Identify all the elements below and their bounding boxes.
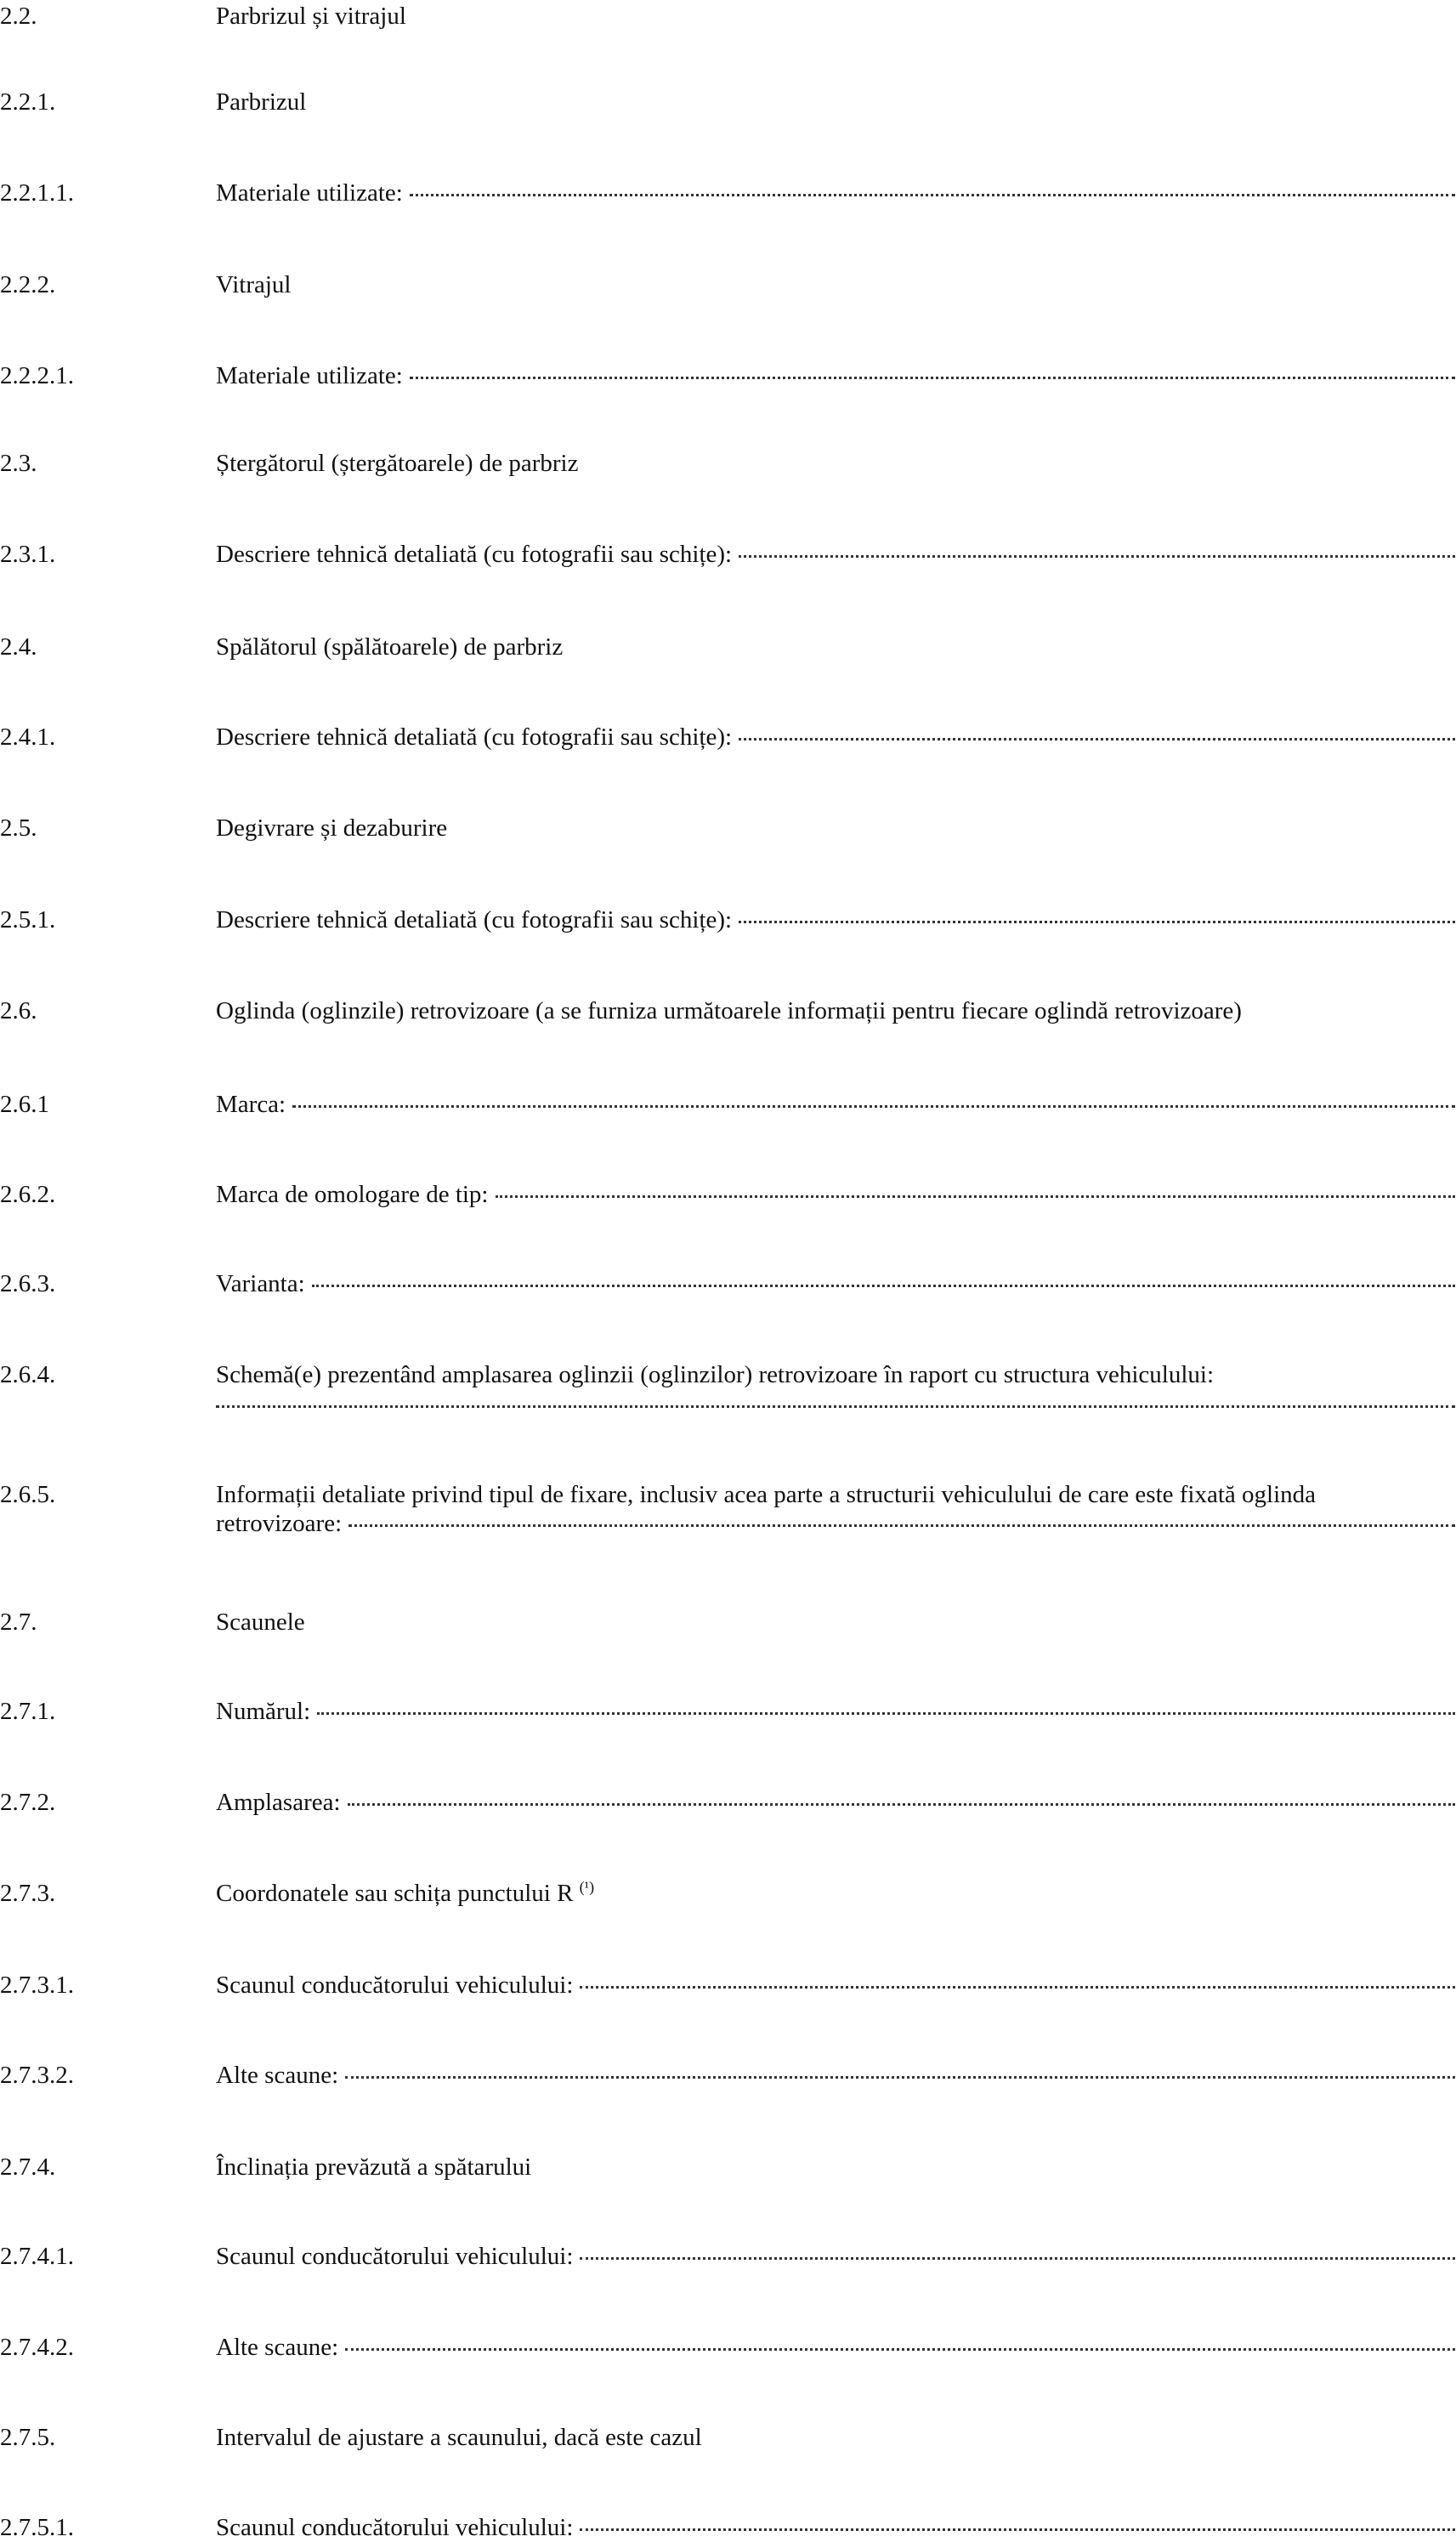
field-label: Amplasarea: xyxy=(216,1789,341,1816)
field-label: Descriere tehnică detaliată (cu fotografii sau schițe): xyxy=(216,723,733,751)
fill-in-dotted-line[interactable] xyxy=(580,1986,1455,1989)
fill-in-dotted-line[interactable] xyxy=(410,377,1455,379)
field-number: 2.7.3.2. xyxy=(0,2062,74,2089)
section-number: 2.7. xyxy=(0,1609,37,1636)
field-number: 2.5.1. xyxy=(0,906,56,933)
field-label: Materiale utilizate: xyxy=(216,362,403,389)
field-number: 2.6.4. xyxy=(0,1361,56,1388)
field-number: 2.7.5.1. xyxy=(0,2514,74,2541)
field-number: 2.7.4.1. xyxy=(0,2243,74,2270)
section-number: 2.2.2. xyxy=(0,271,56,298)
section-number: 2.7.4. xyxy=(0,2153,56,2181)
section-number: 2.2. xyxy=(0,3,37,30)
section-number: 2.3. xyxy=(0,450,37,477)
section-number: 2.5. xyxy=(0,814,37,842)
field-label: Informații detaliate privind tipul de fixare, inclusiv acea parte a structurii vehiculului de care este fixată oglinda xyxy=(216,1481,1317,1508)
section-number: 2.7.3. xyxy=(0,1880,56,1907)
fill-in-dotted-line[interactable] xyxy=(292,1105,1455,1108)
field-label: Varianta: xyxy=(216,1270,305,1297)
fill-in-dotted-line[interactable] xyxy=(580,2257,1455,2260)
section-number: 2.7.5. xyxy=(0,2424,56,2451)
field-label: Descriere tehnică detaliată (cu fotografii sau schițe): xyxy=(216,906,733,933)
field-label: Materiale utilizate: xyxy=(216,179,403,207)
field-number: 2.7.1. xyxy=(0,1698,56,1725)
fill-in-dotted-line[interactable] xyxy=(345,2348,1455,2351)
field-number: 2.6.2. xyxy=(0,1181,56,1208)
section-number: 2.2.1. xyxy=(0,88,56,116)
section-heading: Înclinația prevăzută a spătarului xyxy=(216,2153,532,2181)
fill-in-dotted-line[interactable] xyxy=(739,738,1455,740)
field-number: 2.7.3.1. xyxy=(0,1972,74,1999)
section-heading: Intervalul de ajustare a scaunului, dacă este cazul xyxy=(216,2424,702,2451)
fill-in-dotted-line[interactable] xyxy=(312,1285,1455,1287)
section-heading: Scaunele xyxy=(216,1609,305,1636)
field-label: Alte scaune: xyxy=(216,2334,339,2361)
field-label-continued: retrovizoare: xyxy=(216,1510,343,1537)
fill-in-dotted-line[interactable] xyxy=(496,1195,1456,1198)
section-heading: Ștergătorul (ștergătoarele) de parbriz xyxy=(216,450,579,477)
section-heading: Coordonatele sau schița punctului R xyxy=(216,1880,574,1907)
field-number: 2.7.4.2. xyxy=(0,2334,74,2361)
section-number: 2.6. xyxy=(0,997,37,1024)
field-number: 2.3.1. xyxy=(0,541,56,568)
field-label: Numărul: xyxy=(216,1698,311,1725)
field-number: 2.2.1.1. xyxy=(0,179,74,207)
fill-in-dotted-line[interactable] xyxy=(348,1524,1455,1527)
field-number: 2.4.1. xyxy=(0,723,56,751)
fill-in-dotted-line[interactable] xyxy=(739,555,1455,558)
field-label: Descriere tehnică detaliată (cu fotografii sau schițe): xyxy=(216,541,733,568)
fill-in-dotted-line[interactable] xyxy=(410,194,1455,196)
field-label: Marca: xyxy=(216,1091,286,1118)
field-label: Scaunul conducătorului vehiculului: xyxy=(216,2514,574,2541)
field-number: 2.2.2.1. xyxy=(0,362,74,389)
section-number: 2.4. xyxy=(0,633,37,661)
field-number: 2.6.5. xyxy=(0,1481,56,1508)
field-label: Alte scaune: xyxy=(216,2062,339,2089)
section-heading: Parbrizul xyxy=(216,88,307,116)
fill-in-dotted-line[interactable] xyxy=(317,1712,1455,1715)
field-label: Schemă(e) prezentând amplasarea oglinzii (oglinzilor) retrovizoare în raport cu structura vehiculului: xyxy=(216,1361,1215,1388)
field-label: Marca de omologare de tip: xyxy=(216,1181,489,1208)
section-heading: Vitrajul xyxy=(216,271,292,298)
fill-in-dotted-line[interactable] xyxy=(580,2528,1455,2531)
field-label: Scaunul conducătorului vehiculului: xyxy=(216,2243,574,2270)
field-number: 2.6.1 xyxy=(0,1091,49,1118)
section-heading: Parbrizul și vitrajul xyxy=(216,3,406,30)
section-heading: Degivrare și dezaburire xyxy=(216,814,448,842)
fill-in-dotted-line[interactable] xyxy=(216,1405,1455,1408)
fill-in-dotted-line[interactable] xyxy=(739,921,1455,923)
field-number: 2.7.2. xyxy=(0,1789,56,1816)
section-heading: Spălătorul (spălătoarele) de parbriz xyxy=(216,633,564,661)
section-heading: Oglinda (oglinzile) retrovizoare (a se furniza următoarele informații pentru fiecare oglindă retrovizoare) xyxy=(216,997,1242,1024)
field-label: Scaunul conducătorului vehiculului: xyxy=(216,1972,574,1999)
footnote-reference[interactable]: (¹) xyxy=(579,1878,595,1896)
field-number: 2.6.3. xyxy=(0,1270,56,1297)
fill-in-dotted-line[interactable] xyxy=(345,2076,1455,2079)
fill-in-dotted-line[interactable] xyxy=(348,1803,1455,1806)
